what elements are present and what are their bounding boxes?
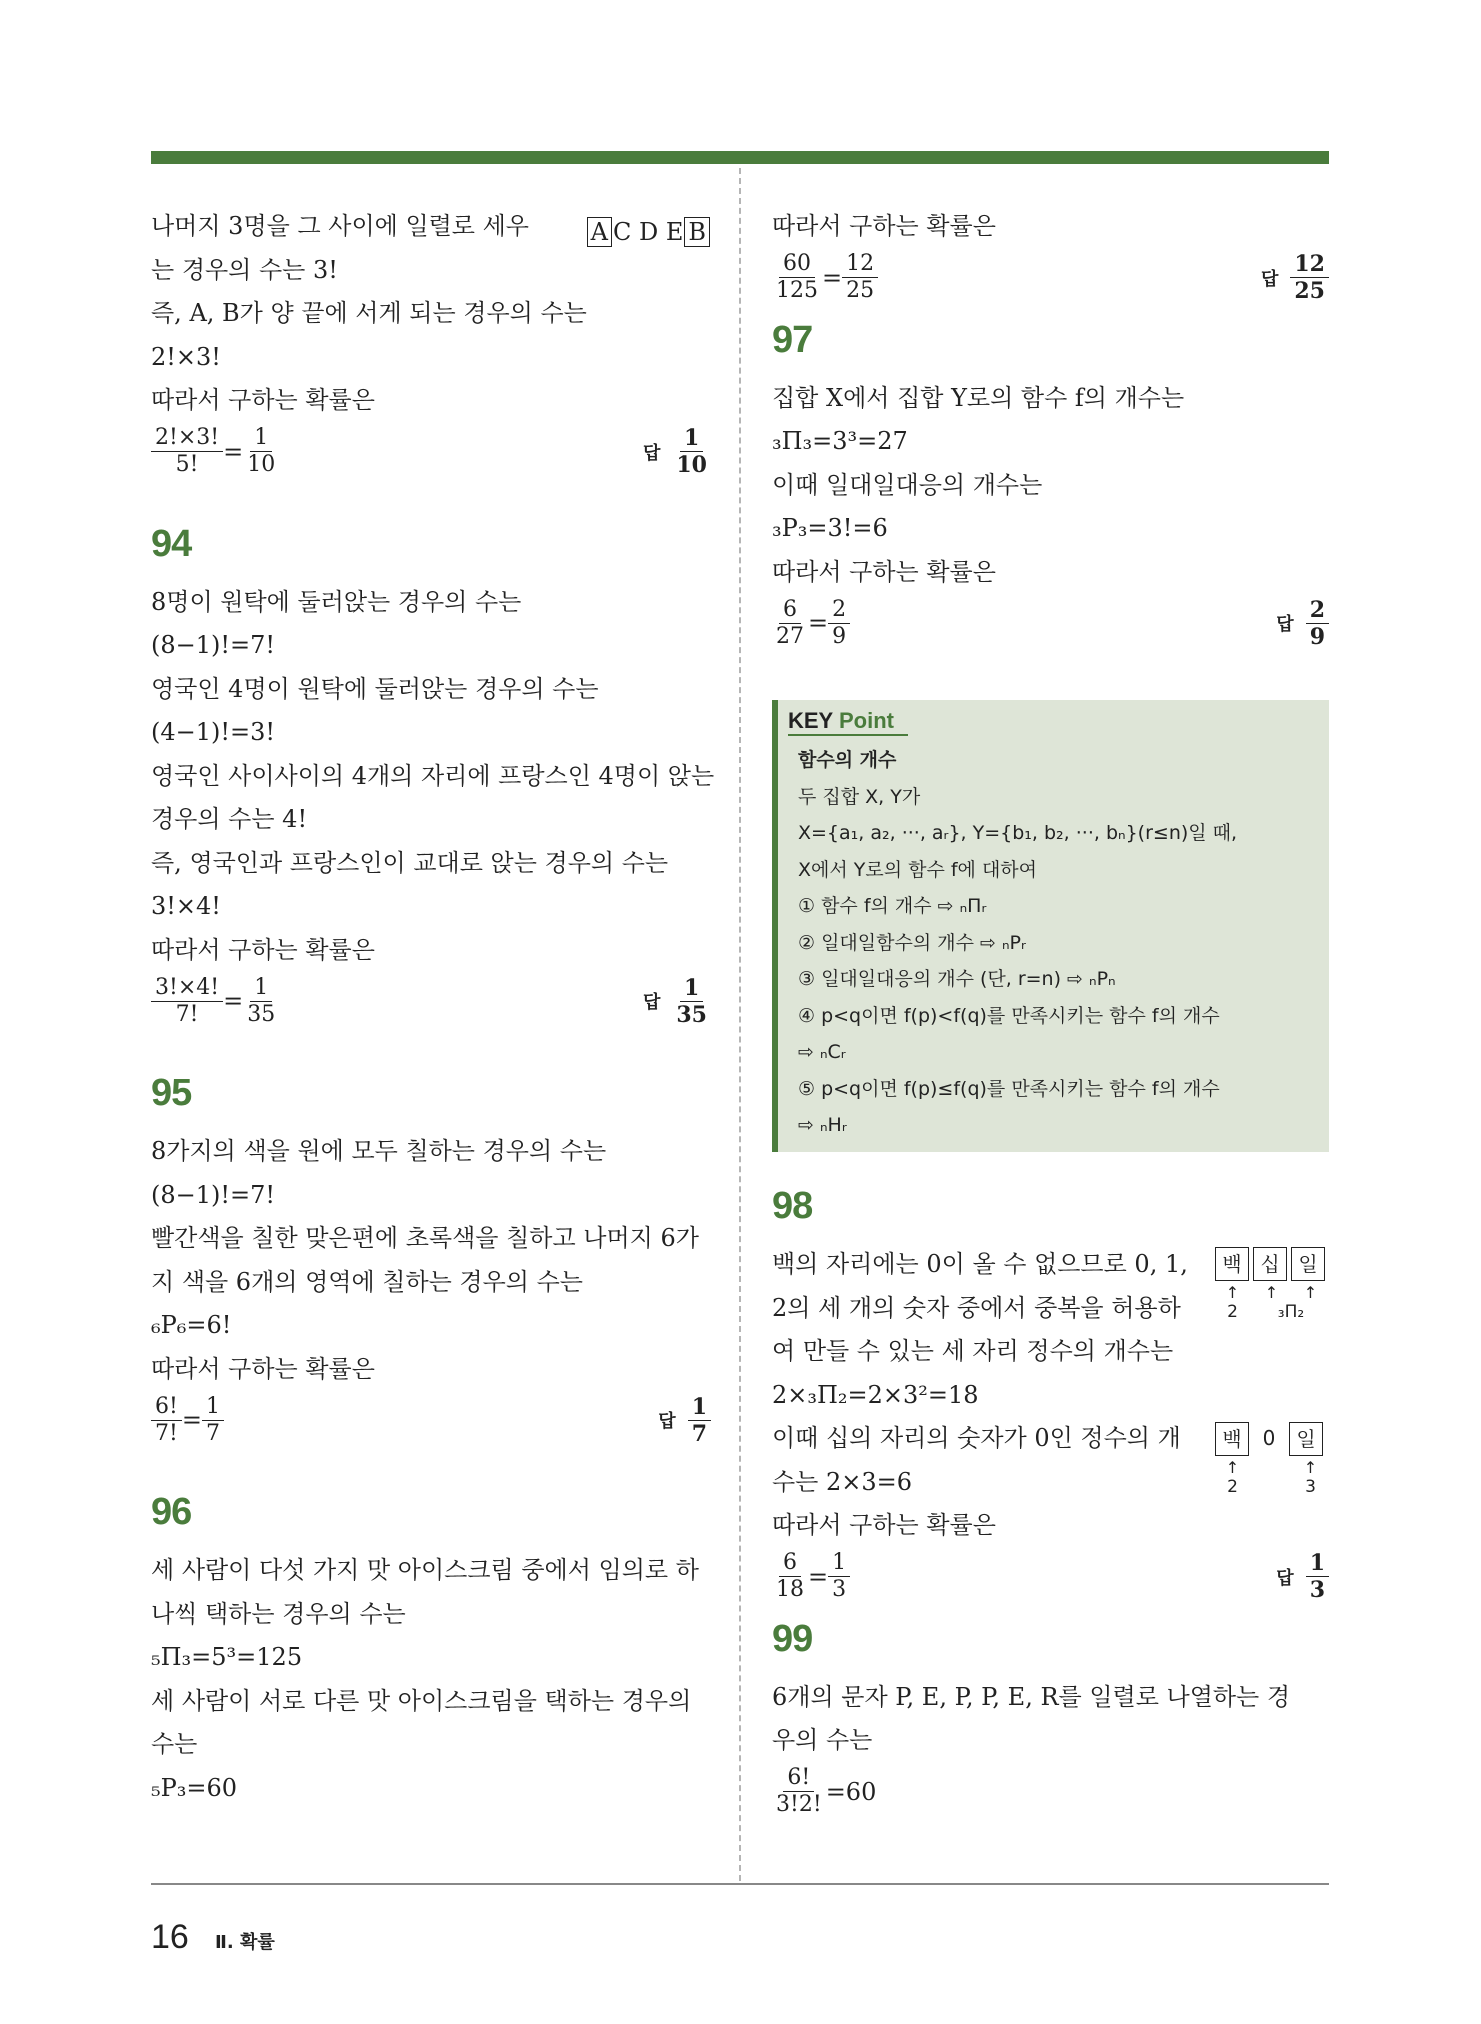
text-line: (8−1)!=7! xyxy=(151,1180,276,1209)
key-line: ② 일대일함수의 개수 ⇨ ₙPᵣ xyxy=(798,931,1026,954)
text-line: 따라서 구하는 확률은 xyxy=(772,1511,996,1539)
text-line: 이때 일대일대응의 개수는 xyxy=(772,470,1043,499)
page-number: 16 xyxy=(151,1918,189,1956)
text-line: 빨간색을 칠한 맞은편에 초록색을 칠하고 나머지 6가 xyxy=(151,1224,699,1252)
answer: 답 $\frac{1}{7}$ xyxy=(658,1391,711,1449)
digit-cell: 일 xyxy=(1289,1422,1323,1456)
digit-cell: 십 xyxy=(1253,1247,1287,1281)
problem-number: 96 xyxy=(151,1491,192,1533)
answer: 답 $\frac{1}{35}$ xyxy=(642,974,707,1028)
seat-box-b: B xyxy=(684,217,710,247)
footer-line xyxy=(151,1883,1329,1885)
text-line: 경우의 수는 4! xyxy=(151,805,308,833)
key-point-lines xyxy=(798,742,1237,1144)
text-line: ₆P₆=6! xyxy=(151,1311,232,1339)
equation: $\frac{2!\times 3!}{5!}$ = $\frac{1}{10}$ 답 $\frac{1}{10}$ xyxy=(151,423,711,481)
text-line: 백의 자리에는 0이 올 수 없으므로 0, 1, xyxy=(772,1250,1188,1278)
right-column xyxy=(772,205,1329,652)
column-divider xyxy=(739,168,741,1881)
up-arrow-icon: ↑ xyxy=(1264,1283,1279,1302)
problem-number: 97 xyxy=(772,318,813,361)
text-line: 나머지 3명을 그 사이에 일렬로 세우 xyxy=(151,212,529,240)
text-line: 나씩 택하는 경우의 수는 xyxy=(151,1599,406,1628)
text-line: 영국인 4명이 원탁에 둘러앉는 경우의 수는 xyxy=(151,674,599,703)
text-line: 6개의 문자 P, E, P, P, E, R를 일렬로 나열하는 경 xyxy=(772,1682,1291,1711)
seat-boxes xyxy=(586,211,711,255)
up-arrow-icon: ↑ xyxy=(1303,1458,1318,1477)
seat-middle: C D E xyxy=(612,218,684,246)
text-line: 세 사람이 다섯 가지 맛 아이스크림 중에서 임의로 하 xyxy=(151,1556,699,1584)
up-arrow-icon: ↑ xyxy=(1303,1283,1318,1302)
text-line: 8명이 원탁에 둘러앉는 경우의 수는 xyxy=(151,587,522,616)
problem-number: 95 xyxy=(151,1072,192,1114)
key-line: ④ p<q이면 f(p)<f(q)를 만족시키는 함수 f의 개수 xyxy=(798,1004,1220,1027)
text-line: 는 경우의 수는 3! xyxy=(151,255,338,284)
text-line: 즉, A, B가 양 끝에 서게 되는 경우의 수는 xyxy=(151,299,587,327)
key-line: ⇨ ₙCᵣ xyxy=(798,1041,846,1063)
section-title: Ⅱ. 확률 xyxy=(215,1932,275,1953)
text-line: 여 만들 수 있는 세 자리 정수의 개수는 xyxy=(772,1337,1174,1365)
text-line: 이때 십의 자리의 숫자가 0인 정수의 개 xyxy=(772,1424,1181,1452)
key-line: ③ 일대일대응의 개수 (단, r=n) ⇨ ₙPₙ xyxy=(798,968,1116,990)
problem-number: 98 xyxy=(772,1185,813,1227)
equation: $\frac{6!}{3!2!}$ =60 xyxy=(776,1765,877,1817)
key-point-title: KEY Point xyxy=(788,708,908,736)
text-line: 따라서 구하는 확률은 xyxy=(151,1354,375,1383)
problem-number: 94 xyxy=(151,522,192,565)
text-line: 지 색을 6개의 영역에 칠하는 경우의 수는 xyxy=(151,1267,583,1296)
text-line: 3!×4! xyxy=(151,892,221,920)
key-line: ⇨ ₙHᵣ xyxy=(798,1114,847,1136)
text-line: 영국인 사이사이의 4개의 자리에 프랑스인 4명이 앉는 xyxy=(151,761,715,790)
text-line: 수는 xyxy=(151,1730,198,1758)
text-line: ₅Π₃=5³=125 xyxy=(151,1643,303,1671)
digit-count: 2 xyxy=(1227,1302,1238,1322)
digit-cell: 백 xyxy=(1215,1422,1249,1456)
equation: $\frac{60}{125}$ = $\frac{12}{25}$ 답 $\frac{12}{25}$ xyxy=(772,249,1329,307)
answer: 답 $\frac{2}{9}$ xyxy=(1276,594,1329,652)
equation: $\frac{6}{18}$ = $\frac{1}{3}$ 답 $\frac{1}{3}$ xyxy=(772,1548,1329,1606)
digit-count: ₃Π₂ xyxy=(1277,1302,1305,1322)
text-line: 8가지의 색을 원에 모두 칠하는 경우의 수는 xyxy=(151,1137,607,1165)
key-line: ⑤ p<q이면 f(p)≤f(q)를 만족시키는 함수 f의 개수 xyxy=(798,1077,1220,1100)
text-line: ₅P₃=60 xyxy=(151,1773,238,1802)
text-line: (4−1)!=3! xyxy=(151,718,276,746)
text-line: ₃Π₃=3³=27 xyxy=(772,427,908,455)
text-line: 따라서 구하는 확률은 xyxy=(772,557,996,586)
equation: $\frac{3!\times 4!}{7!}$ = $\frac{1}{35}$ 답 $\frac{1}{35}$ xyxy=(151,972,711,1030)
text-line: 2×₃Π₂=2×3²=18 xyxy=(772,1380,979,1409)
answer: 답 $\frac{1}{10}$ xyxy=(642,425,707,478)
equation: $\frac{6}{27}$ = $\frac{2}{9}$ 답 $\frac{2}{9}$ xyxy=(772,594,1329,652)
answer: 답 $\frac{1}{3}$ xyxy=(1276,1548,1329,1606)
digit-count: 2 xyxy=(1227,1477,1238,1497)
digit-cell: 일 xyxy=(1291,1247,1325,1281)
text-line: 수는 2×3=6 xyxy=(772,1467,913,1496)
text-line: 2!×3! xyxy=(151,342,221,371)
text-line: 따라서 구하는 확률은 xyxy=(772,212,996,240)
digit-cell: 백 xyxy=(1215,1247,1249,1281)
text-line: 따라서 구하는 확률은 xyxy=(151,935,375,964)
seat-box-a: A xyxy=(587,217,612,247)
digit-diagram-1 xyxy=(1215,1247,1328,1322)
up-arrow-icon: ↑ xyxy=(1225,1283,1240,1302)
problem-number: 99 xyxy=(772,1617,813,1660)
left-column xyxy=(151,205,715,1810)
key-line: X={a₁, a₂, ···, aᵣ}, Y={b₁, b₂, ···, bₙ}(r≤n)일 때, xyxy=(798,822,1238,844)
text-line: 따라서 구하는 확률은 xyxy=(151,386,375,414)
digit-cell: 0 xyxy=(1262,1426,1276,1450)
text-line: 2의 세 개의 숫자 중에서 중복을 허용하 xyxy=(772,1293,1181,1322)
digit-count: 3 xyxy=(1305,1477,1316,1497)
text-line: (8−1)!=7! xyxy=(151,631,276,659)
text-line: 즉, 영국인과 프랑스인이 교대로 앉는 경우의 수는 xyxy=(151,848,669,877)
header-bar xyxy=(151,151,1329,164)
equation: $\frac{6!}{7!}$ = $\frac{1}{7}$ 답 $\frac{1}{7}$ xyxy=(151,1391,711,1449)
text-line: 우의 수는 xyxy=(772,1726,873,1754)
key-point-box xyxy=(772,700,1329,1152)
text-line: 집합 X에서 집합 Y로의 함수 f의 개수는 xyxy=(772,383,1185,412)
text-line: 세 사람이 서로 다른 맛 아이스크림을 택하는 경우의 xyxy=(151,1686,692,1715)
key-line: X에서 Y로의 함수 f에 대하여 xyxy=(798,858,1038,881)
answer: 답 $\frac{12}{25}$ xyxy=(1261,249,1329,307)
text-line: ₃P₃=3!=6 xyxy=(772,514,888,542)
up-arrow-icon: ↑ xyxy=(1225,1458,1240,1477)
key-line: 함수의 개수 xyxy=(798,749,897,771)
key-line: 두 집합 X, Y가 xyxy=(798,785,921,808)
key-line: ① 함수 f의 개수 ⇨ ₙΠᵣ xyxy=(798,895,987,917)
digit-diagram-2 xyxy=(1215,1422,1328,1497)
